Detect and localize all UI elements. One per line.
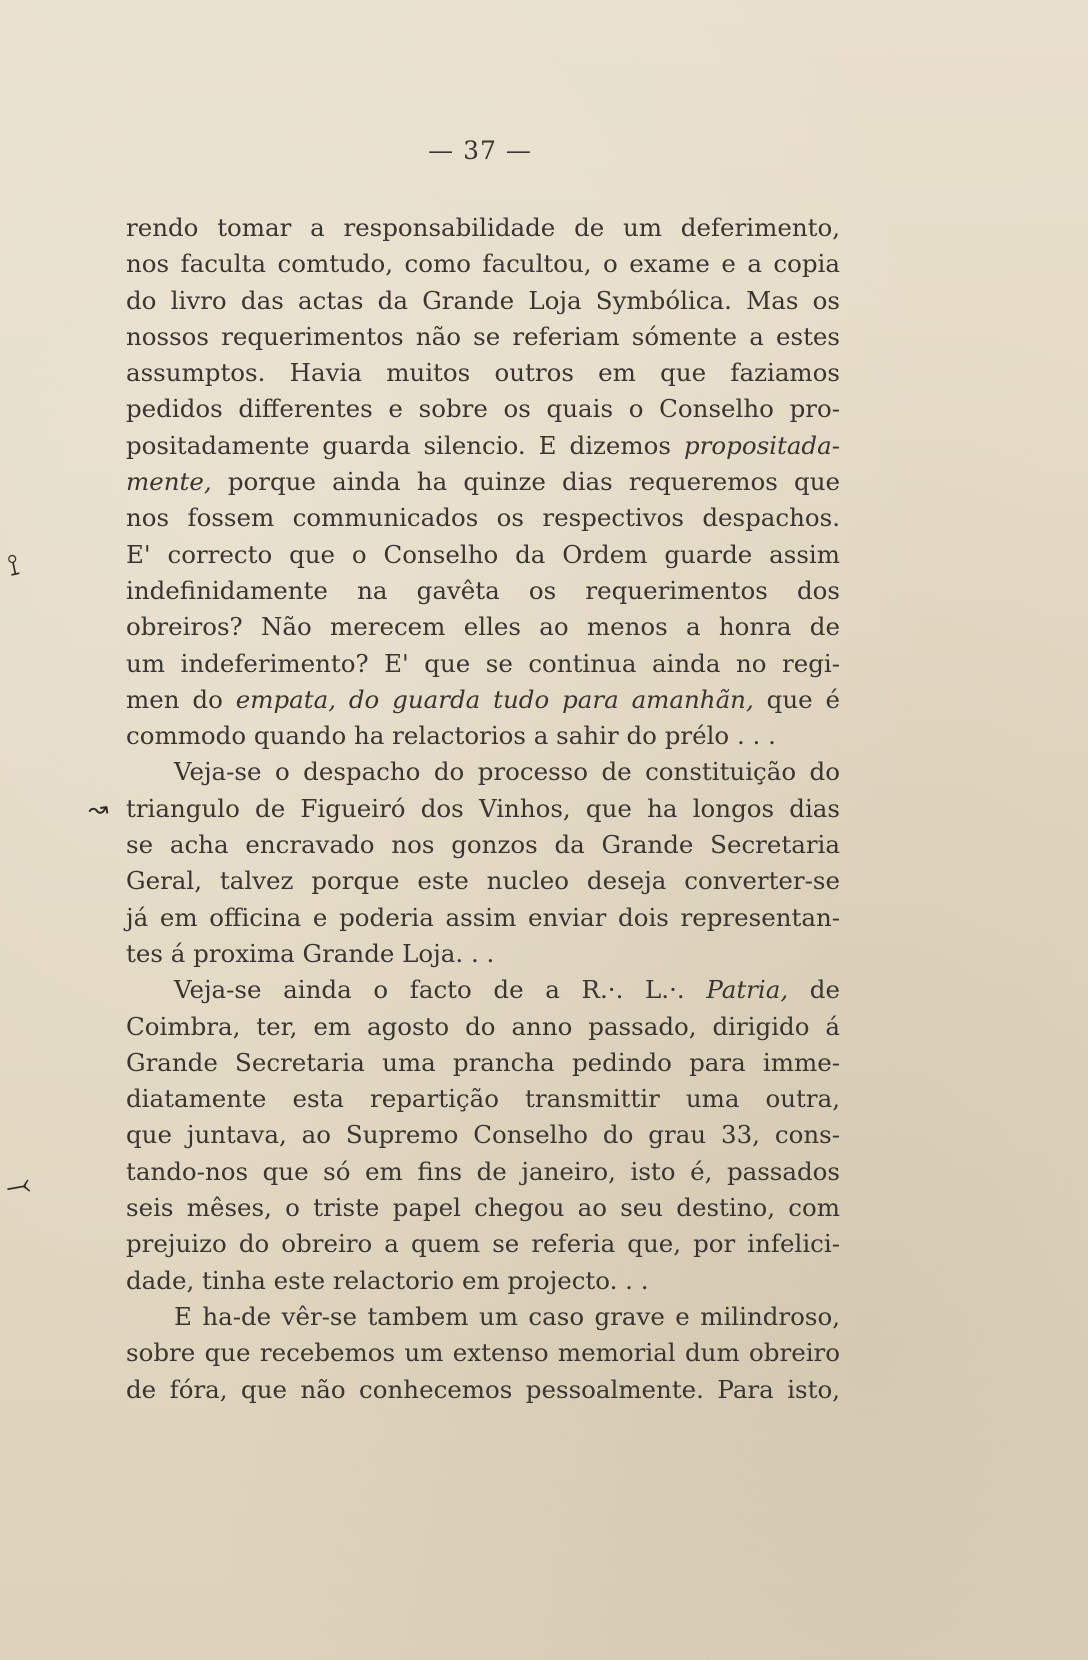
- text-line-content: Veja-se ainda o facto de a R.·. L.·.: [174, 975, 707, 1005]
- italic-text: Patria,: [706, 975, 789, 1005]
- text-line-content: que é: [753, 684, 840, 714]
- text-line-content: commodo quando ha relactorios a sahir do prélo . . .: [126, 721, 776, 751]
- text-line: [126, 1117, 840, 1153]
- margin-annotation-mark: ⟟: [4, 547, 23, 584]
- text-line: [126, 573, 840, 609]
- text-line: [126, 537, 840, 573]
- text-line: [126, 246, 840, 282]
- text-line: [126, 210, 840, 246]
- text-line-content: sobre que recebemos um extenso memorial dum obreiro: [126, 1338, 840, 1368]
- text-line: [126, 936, 840, 972]
- text-line: [126, 1372, 840, 1408]
- text-line: [126, 391, 840, 427]
- text-line-content: Grande Secretaria uma prancha pedindo para imme-: [126, 1047, 840, 1077]
- body-text: [126, 210, 840, 1408]
- text-line-content: que juntava, ao Supremo Conselho do grau 33, cons-: [126, 1120, 840, 1150]
- text-line: [126, 754, 840, 790]
- text-line: [126, 500, 840, 536]
- text-line: [126, 972, 840, 1008]
- text-line: [126, 1154, 840, 1190]
- text-line-content: nossos requerimentos não se referiam sómente a estes: [126, 321, 840, 351]
- text-line-content: pedidos differentes e sobre os quais o Conselho pro-: [126, 394, 840, 424]
- text-line-content: Coimbra, ter, em agosto do anno passado, dirigido á: [126, 1011, 840, 1041]
- text-line-content: rendo tomar a responsabilidade de um deferimento,: [126, 213, 840, 242]
- text-line-content: do livro das actas da Grande Loja Symbólica. Mas os: [126, 285, 840, 315]
- text-line: [126, 428, 840, 464]
- text-line-content: tes á proxima Grande Loja. . .: [126, 938, 495, 968]
- italic-text: empata, do guarda tudo para amanhãn,: [235, 684, 754, 714]
- text-line-content: E' correcto que o Conselho da Ordem guarde assim: [126, 539, 840, 569]
- text-line: [126, 464, 840, 500]
- text-line: [126, 718, 840, 754]
- italic-text: propositada-: [683, 430, 840, 460]
- text-line: [126, 1009, 840, 1045]
- text-line: [126, 609, 840, 645]
- text-line-content: de: [788, 975, 840, 1005]
- text-line-content: E ha-de vêr-se tambem um caso grave e milindroso,: [174, 1301, 840, 1331]
- text-line-content: Veja-se o despacho do processo de constituição do: [174, 757, 840, 787]
- text-line-content: men do: [126, 684, 236, 714]
- text-line-content: porque ainda ha quinze dias requeremos que: [211, 467, 840, 497]
- text-line: [126, 355, 840, 391]
- margin-annotation-mark: ↝: [86, 793, 110, 825]
- margin-annotation-mark: ⤙: [3, 1166, 33, 1205]
- page-number: — 37 —: [428, 136, 532, 165]
- text-line-content: de fóra, que não conhecemos pessoalmente. Para isto,: [126, 1374, 840, 1404]
- text-line-content: prejuizo do obreiro a quem se referia que, por infelici-: [126, 1229, 840, 1259]
- text-line-content: um indeferimento? E' que se continua ainda no regi-: [126, 648, 840, 678]
- text-line-content: nos fossem communicados os respectivos despachos.: [126, 503, 840, 533]
- text-line: [126, 827, 840, 863]
- text-line: [126, 900, 840, 936]
- text-line-content: diatamente esta repartição transmittir uma outra,: [126, 1084, 840, 1114]
- text-line: [126, 319, 840, 355]
- text-line-content: obreiros? Não merecem elles ao menos a honra de: [126, 612, 840, 642]
- text-line: [126, 646, 840, 682]
- text-line: [126, 1299, 840, 1335]
- text-line: [126, 1081, 840, 1117]
- text-line-content: dade, tinha este relactorio em projecto. . .: [126, 1265, 649, 1295]
- text-line-content: tando-nos que só em fins de janeiro, isto é, passados: [126, 1156, 840, 1186]
- text-line-content: indefinidamente na gavêta os requerimentos dos: [126, 575, 840, 605]
- text-line-content: triangulo de Figueiró dos Vinhos, que ha longos dias: [126, 793, 840, 823]
- italic-text: mente,: [126, 467, 212, 497]
- text-line: [126, 283, 840, 319]
- text-line: [126, 1190, 840, 1226]
- text-line: [126, 1045, 840, 1081]
- text-line: [126, 682, 840, 718]
- text-line-content: nos faculta comtudo, como facultou, o exame e a copia: [126, 249, 840, 279]
- text-line-content: positadamente guarda silencio. E dizemos: [126, 430, 684, 460]
- text-line: [126, 791, 840, 827]
- text-line-content: já em officina e poderia assim enviar dois representan-: [126, 902, 840, 932]
- text-line: [126, 863, 840, 899]
- text-line-content: seis mêses, o triste papel chegou ao seu destino, com: [126, 1193, 840, 1223]
- text-line-content: assumptos. Havia muitos outros em que faziamos: [126, 358, 840, 388]
- text-line: [126, 1263, 840, 1299]
- text-line: [126, 1226, 840, 1262]
- text-line-content: se acha encravado nos gonzos da Grande Secretaria: [126, 830, 840, 860]
- text-line: [126, 1335, 840, 1371]
- text-line-content: Geral, talvez porque este nucleo deseja converter-se: [126, 866, 840, 896]
